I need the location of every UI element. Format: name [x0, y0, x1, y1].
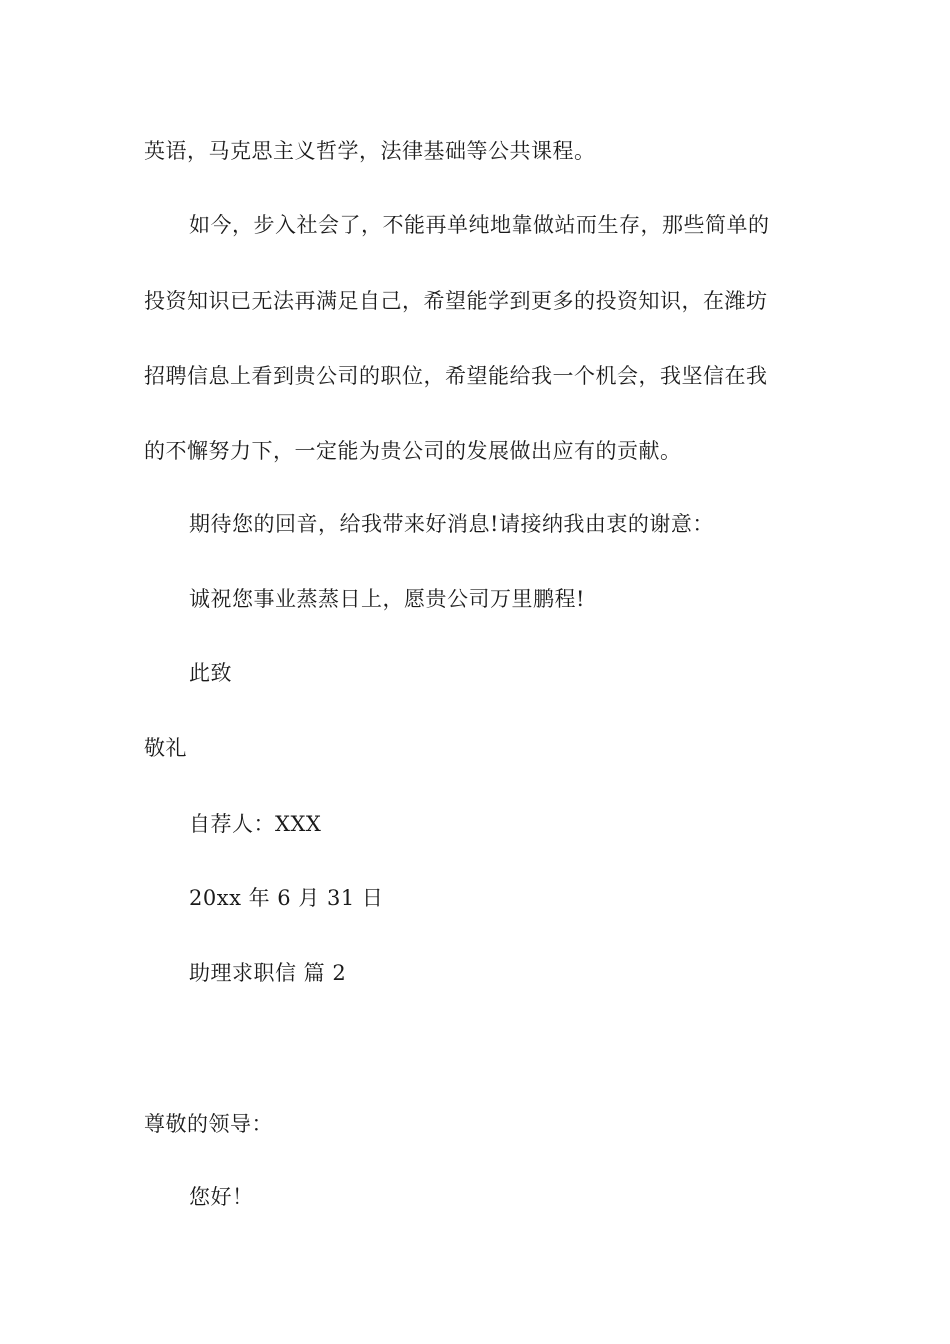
section-heading: 助理求职信 篇 2	[189, 961, 347, 985]
salutation-jingli: 敬礼	[144, 736, 187, 760]
body-line-1: 英语，马克思主义哲学，法律基础等公共课程。	[144, 139, 596, 163]
body-line-3: 投资知识已无法再满足自己，希望能学到更多的投资知识，在潍坊	[144, 289, 768, 313]
body-line-4: 招聘信息上看到贵公司的职位，希望能给我一个机会，我坚信在我	[144, 364, 768, 388]
body-line-2: 如今，步入社会了，不能再单纯地靠做站而生存，那些简单的	[189, 213, 770, 237]
signature-name: 自荐人：XXX	[189, 812, 322, 836]
body-line-5: 的不懈努力下，一定能为贵公司的发展做出应有的贡献。	[144, 439, 682, 463]
closing-line-2: 诚祝您事业蒸蒸日上，愿贵公司万里鹏程!	[189, 587, 585, 611]
salutation-cizhi: 此致	[189, 661, 232, 685]
closing-line-1: 期待您的回音，给我带来好消息!请接纳我由衷的谢意：	[189, 512, 714, 536]
greeting-recipient: 尊敬的领导：	[144, 1112, 273, 1136]
greeting-hello: 您好！	[189, 1185, 254, 1209]
signature-date: 20xx 年 6 月 31 日	[189, 886, 384, 910]
